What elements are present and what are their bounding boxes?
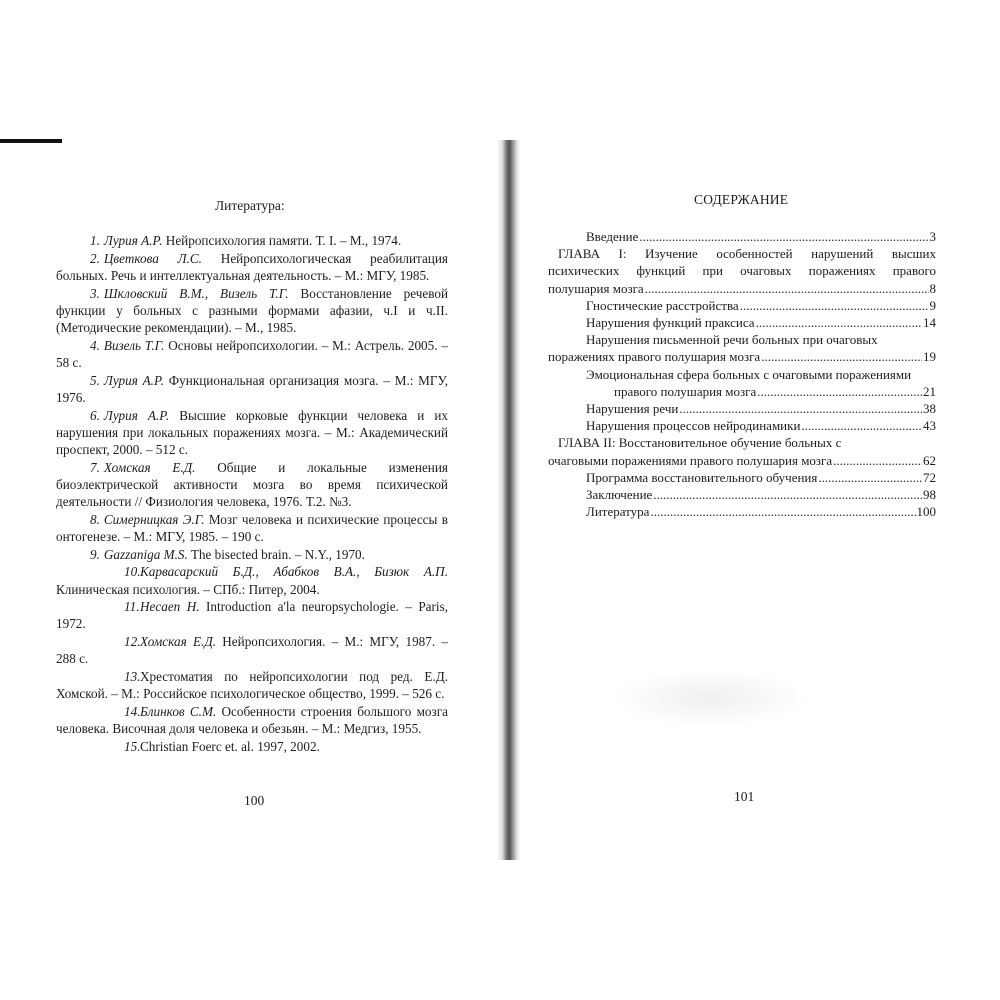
- toc-entry-speech: Нарушения речи ..... 38: [548, 400, 936, 417]
- reference-item: 9. Gazzaniga M.S. The bisected brain. – N.Y., 1970.: [90, 546, 365, 562]
- toc-entry-chapter-1: ГЛАВА I: Изучение особенностей нарушений высших психических функций при очаговых поражениях правого полушария мозга ..... 8: [548, 245, 936, 297]
- toc-entry-neurodynamics: Нарушения процессов нейродинамики ..... 43: [548, 417, 936, 434]
- reference-item: 3. Шкловский В.М., Визель Т.Г. Восстановление речевой функции у больных с разными формами афазии, ч.I и ч.II. (Методические рекомендации). – М., 1985.: [56, 285, 448, 336]
- toc-entry-gnostic: Гностические расстройства ..... 9: [548, 297, 936, 314]
- reference-item: 12.Хомская Е.Д. Нейропсихология. – М.: МГУ, 1987. – 288 с.: [56, 634, 448, 667]
- book-gutter: [497, 140, 521, 860]
- reference-item: 14.Блинков С.М. Особенности строения большого мозга человека. Височная доля человека и обезьян. – М.: Медгиз, 1955.: [56, 703, 448, 737]
- reference-item: 15.Christian Foerc et. al. 1997, 2002.: [124, 738, 320, 754]
- reference-item: 4. Визель Т.Г. Основы нейропсихологии. – М.: Астрель. 2005. – 58 с.: [56, 337, 448, 370]
- toc-entry-praxis: Нарушения функций праксиса ..... 14: [548, 314, 936, 331]
- page-number-left: 100: [244, 793, 265, 808]
- reference-item: 11.Hecaen H. Introduction a'la neuropsychologie. – Paris, 1972.: [56, 599, 449, 632]
- literature-title: Литература:: [215, 198, 285, 213]
- toc-entry-chapter-2: ГЛАВА II: Восстановительное обучение больных с очаговыми поражениями правого полушария мозга ..... 62: [548, 434, 936, 468]
- table-of-contents: [548, 228, 936, 520]
- toc-entry-writing: Нарушения письменной речи больных при очаговых поражениях правого полушария мозга ..... 19: [548, 331, 936, 365]
- toc-entry-literature: Литература ..... 100: [548, 503, 936, 520]
- reference-item: 5. Лурия А.Р. Функциональная организация мозга. – М.: МГУ, 1976.: [56, 372, 449, 405]
- page-number-right: 101: [734, 789, 755, 804]
- scan-smudge: [610, 668, 810, 728]
- reference-item: 1. Лурия А.Р. Нейропсихология памяти. Т. I. – М., 1974.: [90, 233, 402, 248]
- reference-item: 6. Лурия А.Р. Высшие корковые функции человека и их нарушения при локальных поражениях мозга. – М.: Академический проспект, 2000. – 512 с.: [56, 407, 449, 457]
- reference-item: 2. Цветкова Л.С. Нейропсихологическая реабилитация больных. Речь и интеллектуальная деятельность. – М.: МГУ, 1985.: [56, 250, 448, 283]
- toc-entry-program: Программа восстановительного обучения ..... 72: [548, 469, 936, 486]
- scan-edge-mark: [0, 139, 62, 143]
- reference-item: 13.Хрестоматия по нейропсихологии под ред. Е.Д. Хомской. – М.: Российское психологическое общество, 1999. – 526 с.: [56, 669, 448, 702]
- toc-entry-conclusion: Заключение ..... 98: [548, 486, 936, 503]
- toc-entry-emotion: Эмоциональная сфера больных с очаговыми поражениями правого полушария мозга ..... 21: [548, 366, 936, 400]
- contents-title: СОДЕРЖАНИЕ: [694, 192, 789, 207]
- reference-item: 8. Симерницкая Э.Г. Мозг человека и психические процессы в онтогенезе. – М.: МГУ, 1985. – 190 с.: [56, 511, 448, 544]
- reference-item: 7. Хомская Е.Д. Общие и локальные изменения биоэлектрической активности мозга во время психической деятельности // Физиология человека, 1976. Т.2. №3.: [56, 459, 448, 510]
- reference-item: 10.Карвасарский Б.Д., Абабков В.А., Бизюк А.П. Клиническая психология. – СПб.: Питер, 2004.: [56, 564, 448, 597]
- toc-entry-intro: Введение ..... 3: [548, 228, 936, 245]
- reference-list: [56, 232, 448, 756]
